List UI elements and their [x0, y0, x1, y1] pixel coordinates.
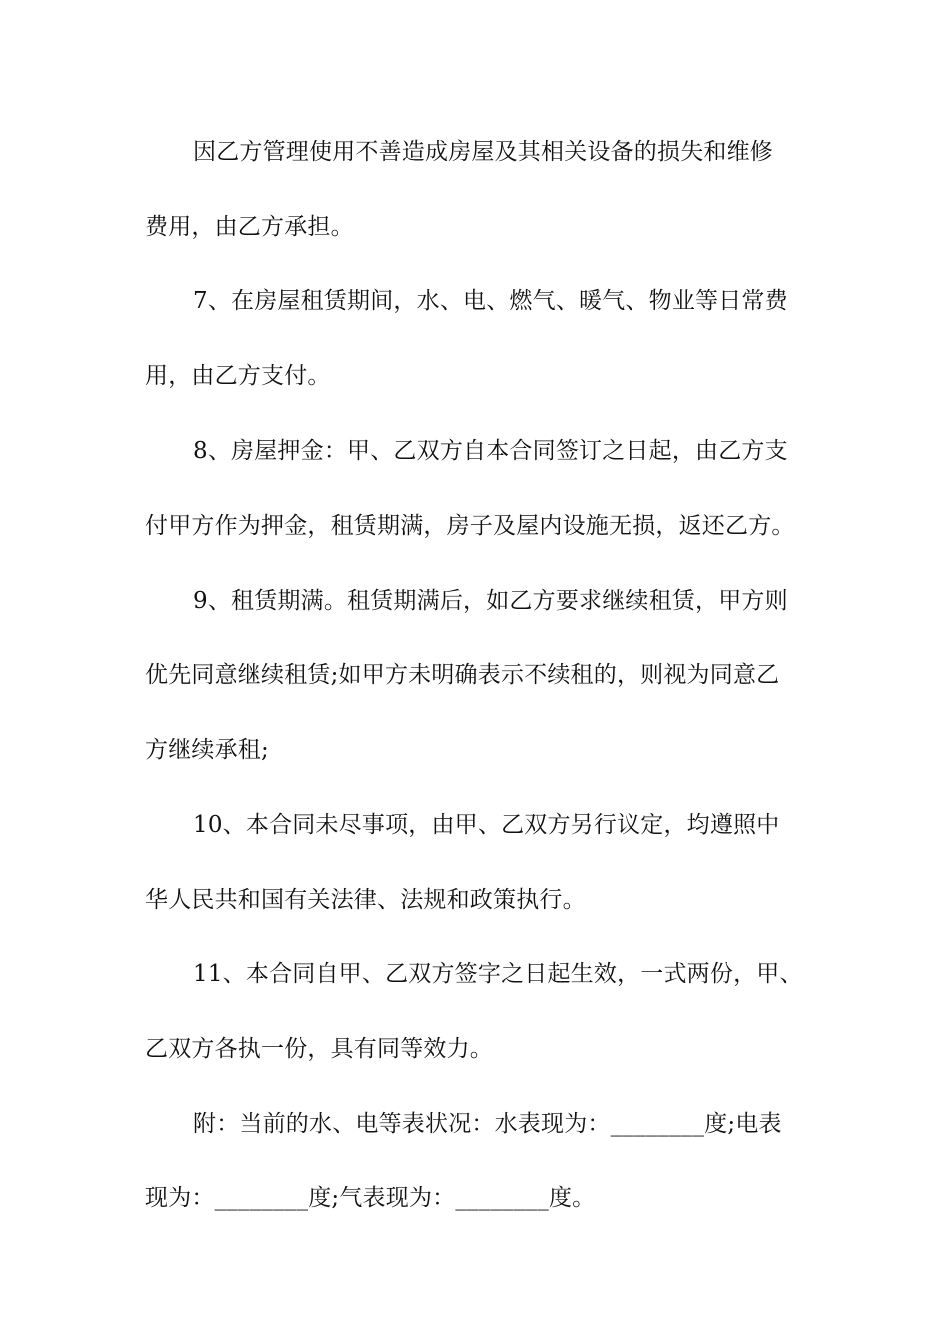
clause-9-line-3: 方继续承租; — [145, 737, 269, 763]
clause-11-line-1: 11、本合同自甲、乙双方签字之日起生效，一式两份，甲、 — [193, 961, 803, 987]
clause-11-line-2: 乙双方各执一份，具有同等效力。 — [145, 1036, 493, 1062]
clause-8-line-2: 付甲方作为押金，租赁期满，房子及屋内设施无损，返还乙方。 — [145, 513, 795, 539]
paragraph-6-line-2: 费用，由乙方承担。 — [145, 214, 354, 240]
paragraph-6-line-1: 因乙方管理使用不善造成房屋及其相关设备的损失和维修 — [193, 139, 773, 165]
clause-7-line-2: 用，由乙方支付。 — [145, 363, 331, 389]
appendix-line-2: 现为：________度;气表现为：________度。 — [145, 1185, 596, 1211]
appendix-line-1: 附：当前的水、电等表状况：水表现为：________度;电表 — [193, 1111, 782, 1137]
clause-10-line-2: 华人民共和国有关法律、法规和政策执行。 — [145, 887, 586, 913]
clause-7-line-1: 7、在房屋租赁期间，水、电、燃气、暖气、物业等日常费 — [193, 288, 788, 314]
clause-9-line-1: 9、租赁期满。租赁期满后，如乙方要求继续租赁，甲方则 — [193, 588, 788, 614]
clause-9-line-2: 优先同意继续租赁;如甲方未明确表示不续租的，则视为同意乙 — [145, 662, 780, 688]
clause-10-line-1: 10、本合同未尽事项，由甲、乙双方另行议定，均遵照中 — [193, 812, 780, 838]
clause-8-line-1: 8、房屋押金：甲、乙双方自本合同签订之日起，由乙方支 — [193, 438, 788, 464]
